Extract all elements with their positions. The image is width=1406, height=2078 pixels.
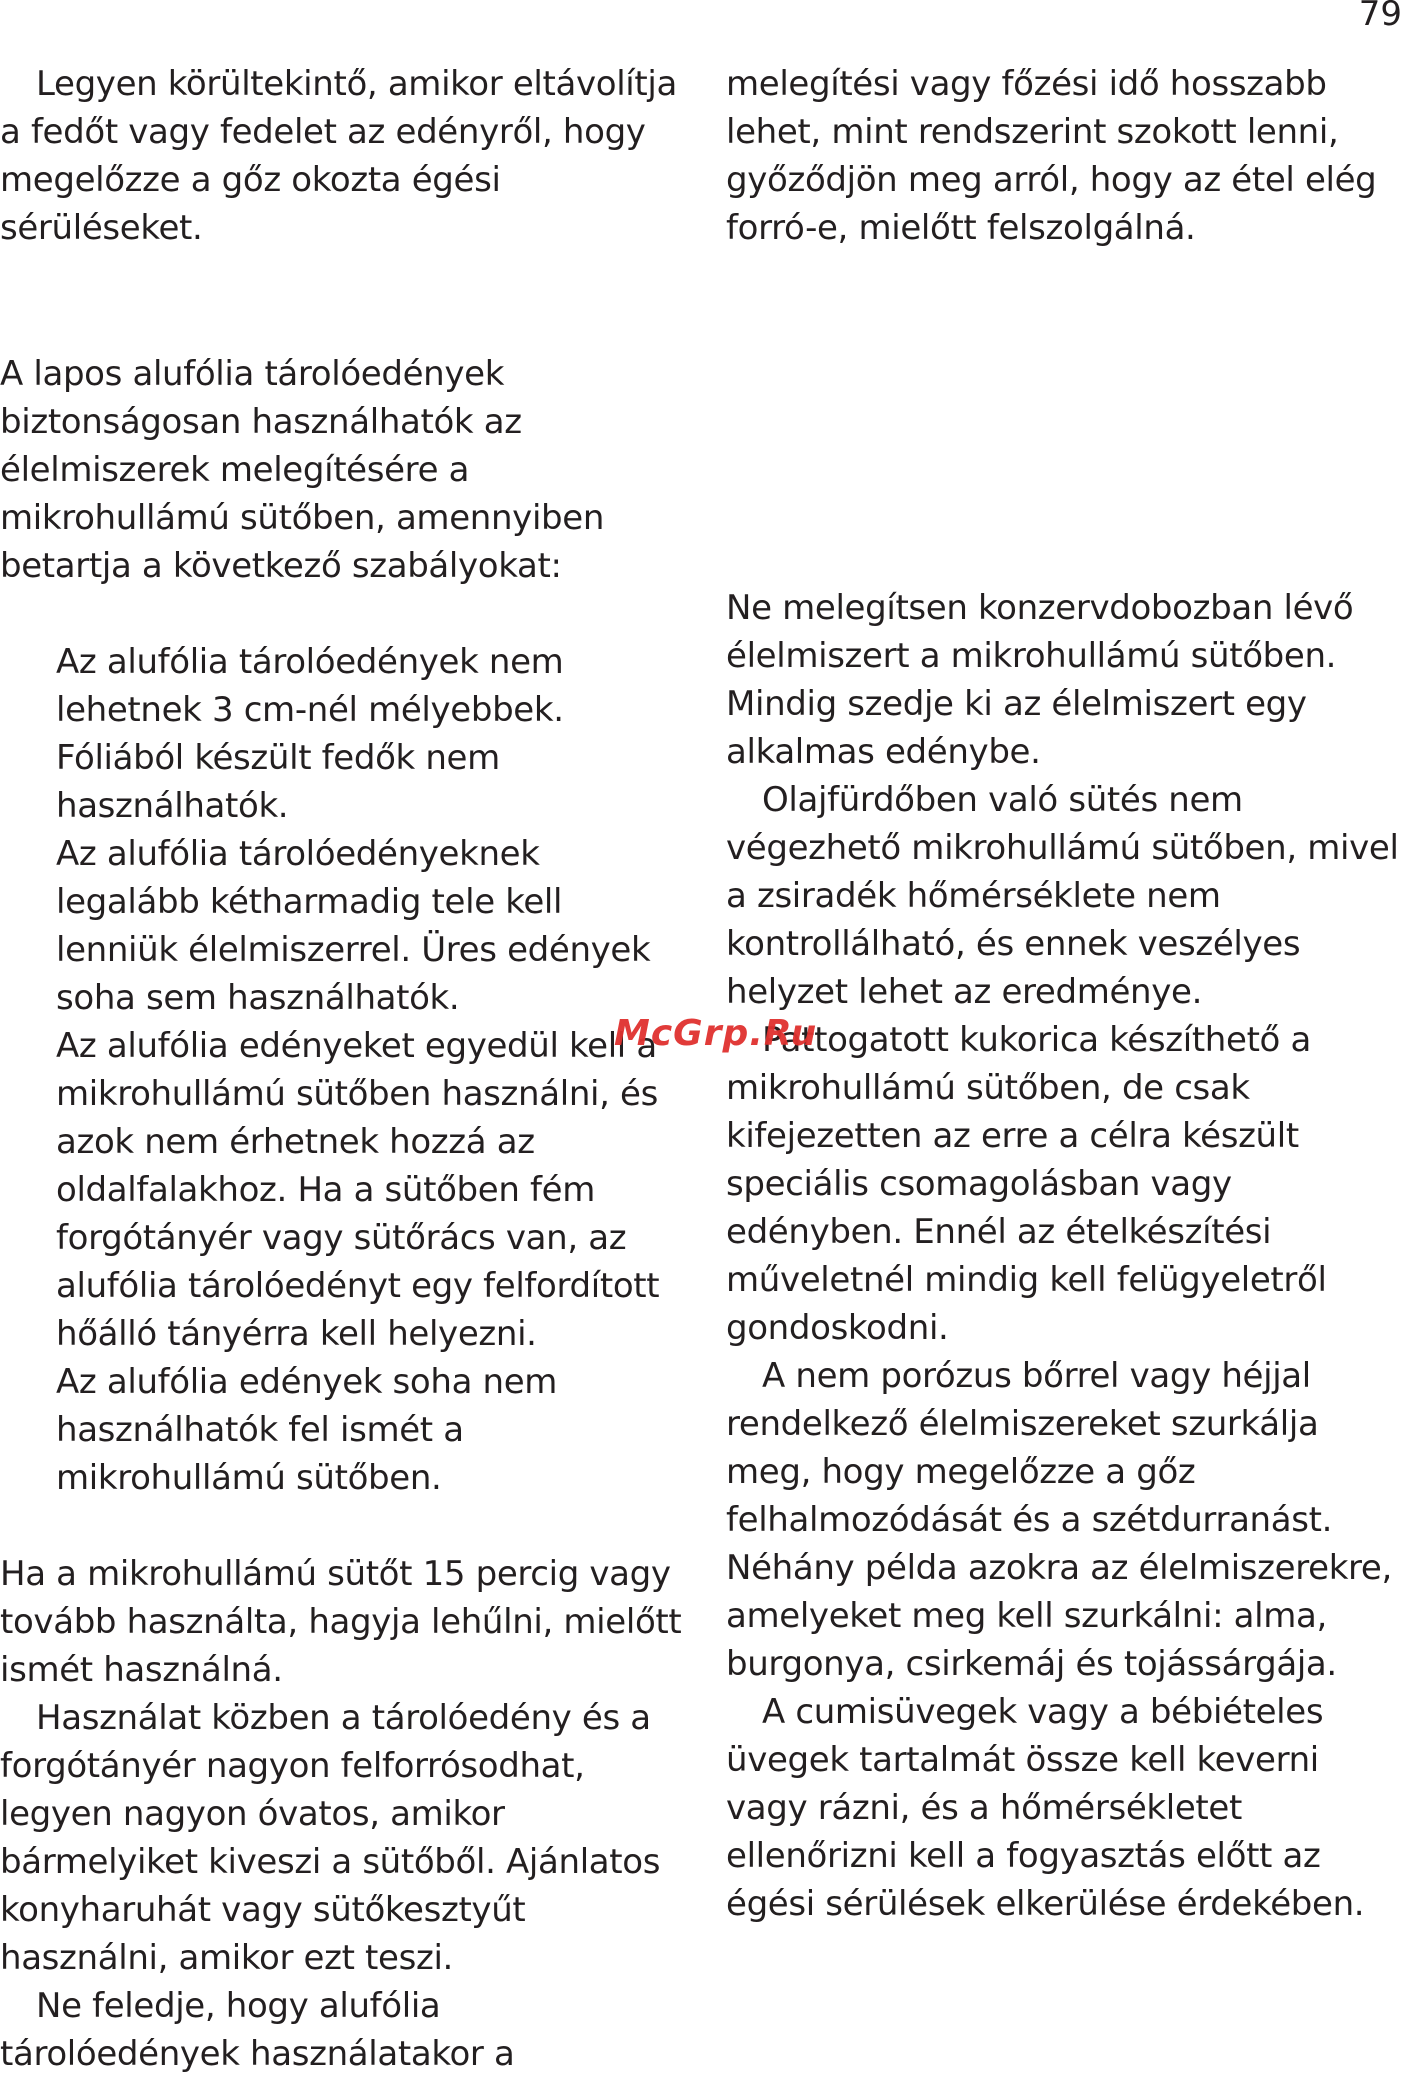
paragraph-lid-caution: Legyen körültekintő, amikor eltávolítja a fedőt vagy fedelet az edényről, hogy megelőzze a gőz okozta égési sérüléseket.: [0, 64, 677, 248]
paragraph-pierce-food: A nem porózus bőrrel vagy héjjal rendelkező élelmiszereket szurkálja meg, hogy megelőzze a gőz felhalmozódását és a szétdurranást. Néhány példa azokra az élelmiszerekre, amelyeket meg kell szurkálni: alma, burgonya, csirkemáj és tojássárgája.: [726, 1356, 1392, 1684]
paragraph-cooldown: Ha a mikrohullámú sütőt 15 percig vagy tovább használta, hagyja lehűlni, mielőtt ismét használná.: [0, 1554, 682, 1690]
left-column: [0, 60, 690, 2078]
list-item: Az alufólia tárolóedények nem lehetnek 3 cm-nél mélyebbek. Fóliából készült fedők nem használhatók.: [56, 642, 564, 826]
paragraph-popcorn: Pattogatott kukorica készíthető a mikrohullámú sütőben, de csak kifejezetten az erre a célra készült speciális csomagolásban vagy edényben. Ennél az ételkészítési műveletnél mindig kell felügyeletről gondoskodni.: [726, 1020, 1327, 1348]
list-item: Az alufólia edényeket egyedül kell a mikrohullámú sütőben használni, és azok nem érhetnek hozzá az oldalfalakhoz. Ha a sütőben fém forgótányér vagy sütőrács van, az alufólia tárolóedényt egy felfordított hőálló tányérra kell helyezni.: [56, 1026, 660, 1354]
paragraph-foil-containers-intro: A lapos alufólia tárolóedények biztonságosan használhatók az élelmiszerek melegítésére a mikrohullámú sütőben, amennyiben betartja a következő szabályokat:: [0, 354, 605, 586]
paragraph-hot-container: Használat közben a tárolóedény és a forgótányér nagyon felforrósodhat, legyen nagyon óvatos, amikor bármelyiket kiveszi a sütőből. Ajánlatos konyharuhát vagy sütőkesztyűt használni, amikor ezt teszi.: [0, 1698, 661, 1978]
paragraph-oil-bath: Olajfürdőben való sütés nem végezhető mikrohullámú sütőben, mivel a zsiradék hőmérséklete nem kontrollálható, és ennek veszélyes helyzet lehet az eredménye.: [726, 780, 1399, 1012]
page-number: 79: [1358, 0, 1402, 34]
paragraph-canned-food: Ne melegítsen konzervdobozban lévő élelmiszert a mikrohullámú sütőben. Mindig szedje ki az élelmiszert egy alkalmas edénybe.: [726, 588, 1354, 772]
list-item: Az alufólia edények soha nem használhatók fel ismét a mikrohullámú sütőben.: [56, 1362, 558, 1498]
foil-rules-list: [0, 638, 690, 1502]
right-column: [726, 584, 1406, 1928]
watermark-logo: McGrp.Ru: [614, 1013, 818, 1054]
right-column-top: [726, 60, 1406, 252]
paragraph-baby-bottles: A cumisüvegek vagy a bébiételes üvegek tartalmát össze kell keverni vagy rázni, és a hőmérsékletet ellenőrizni kell a fogyasztás előtt az égési sérülések elkerülése érdekében.: [726, 1692, 1365, 1924]
list-item: Az alufólia tárolóedényeknek legalább kétharmadig tele kell lenniük élelmiszerrel. Üres edények soha sem használhatók.: [56, 834, 651, 1018]
paragraph-heating-time-continued: melegítési vagy főzési idő hosszabb lehet, mint rendszerint szokott lenni, győződjön meg arról, hogy az étel elég forró-e, mielőtt felszolgálná.: [726, 64, 1377, 248]
paragraph-foil-time-note: Ne feledje, hogy alufólia tárolóedények használatakor a: [0, 1986, 515, 2074]
